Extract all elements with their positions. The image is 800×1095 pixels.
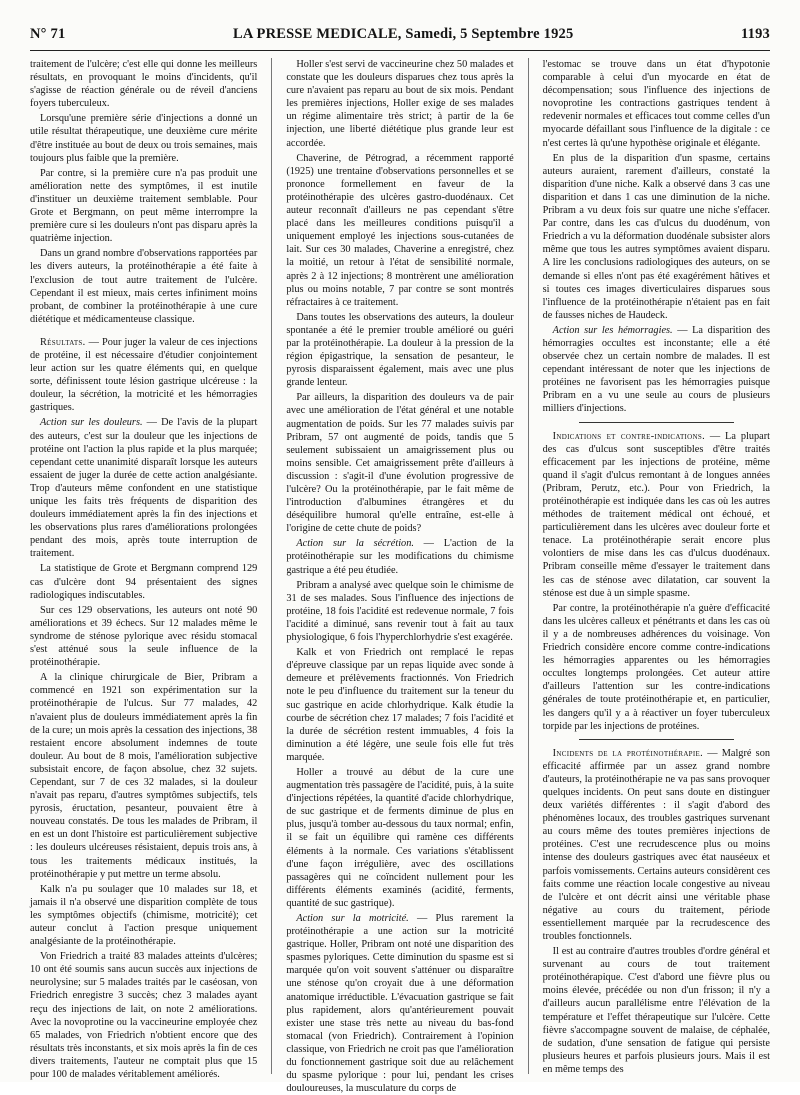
column-divider (528, 58, 529, 1074)
issue-number: N° 71 (30, 26, 66, 42)
section-rule (579, 422, 734, 423)
paragraph-text: — Plus rarement la protéinothérapie a une action sur la motricité gastrique. Holler, Pribram ont noté une disparition des spasmes pyloriques. Cette diminution du spasme est si marquée qu'on voit souvent s'atténuer ou disparaître une sténose qu'on croyait due à une déformation anatomique irréductible. L'évacuation gastrique se fait plus rapidement, alors qu'antérieurement pouvait exister une stase très nette au niveau du bas-fond stomacal (von Friedrich). Contrairement à l'opinion classique, von Friedrich ne croit pas que l'amélioration du fonctionnement gastrique soit due au relâchement du spasme pylorique : pour lui, pendant les crises douloureuses, la musculature du corps de (286, 913, 514, 1095)
paragraph (286, 537, 513, 576)
paragraph: l'estomac se trouve dans un état d'hypotonie comparable à celui d'un myocarde en état de décompensation; sous l'influence des injections de novoprotine les contractions gastriques tendent à redevenir normales et efficaces tout comme celles d'un myocarde défaillant sous l'influence de la digitale : ce n'est certes là qu'une hypothèse originale et élégante. (542, 59, 770, 149)
page-number: 1193 (740, 26, 770, 42)
page-header (30, 26, 770, 48)
paragraph: En plus de la disparition d'un spasme, certains auteurs auraient, rarement d'ailleurs, constaté la disparition d'une niche. Kalk a observé dans 3 cas une disparition et dans 1 cas une diminution de la niche. Pribram a vu deux fois sur quatre une niche s'effacer. Par contre, dans les cas d'ulcus du duodénum, von Friedrich a vu la déformation duodénale subsister alors même que tous les autres symptômes avaient disparu. A lire les conclusions radiologiques des auteurs, on se demande si elles n'ont pas été exagérément hâtives et si toutes ces images diverticulaires disparues sous l'influence de la protéinothérapie n'étaient pas en fait de fausses niches de Haudeck. (542, 152, 770, 321)
paragraph (543, 747, 770, 943)
subheading-hemorrhage: Action sur les hémorragies. (552, 324, 673, 336)
header-rule (30, 50, 770, 51)
section-heading-indications: Indications et contre-indications. (552, 430, 705, 442)
column-divider (271, 58, 272, 1074)
subheading-secretion: Action sur la sécrétion. (296, 538, 414, 550)
paragraph: Sur ces 129 observations, les auteurs ont noté 90 améliorations et 39 échecs. Sur 12 malades même le syndrome de sténose pylorique avec résidu stomacal s'est atténué sous la seule influence de la protéinothérapie. (30, 604, 258, 669)
subheading-pain: Action sur les douleurs. (40, 417, 143, 429)
section-heading-results: Résultats. (40, 336, 86, 348)
column-middle (286, 58, 514, 1095)
paragraph: Pribram a analysé avec quelque soin le chimisme de 31 de ses malades. Sous l'influence des injections de protéine, 18 fois l'acidité est redevenue normale, 7 fois l'acidité a diminué, sans revenir tout à fait au taux physiologique, 6 fois l'hyperchlorhydrie s'est exagérée. (286, 579, 514, 644)
paragraph: Dans toutes les observations des auteurs, la douleur spontanée a été le premier trouble amélioré ou guéri par la protéinothérapie. La douleur à la pression de la région épigastrique, la sensation de pesanteur, le pyrosis disparaissent également, mais avec une plus grande lenteur. (286, 311, 514, 389)
paragraph-text: — La disparition des hémorragies occultes est inconstante; elle a été observée chez un certain nombre de malades. Il est cependant intéressant de noter que les injections de protéines ne favorisent pas les hémorragies puisque Pribram en a vu une seule au cours de plusieurs milliers d'injections. (542, 324, 770, 415)
paragraph: Chaverine, de Pétrograd, a récemment rapporté (1925) une trentaine d'observations personnelles et se prononce formellement en faveur de la protéinothérapie des ulcères gastro-duodénaux. Cet auteur reconnaît d'ailleurs ne pas cependant s'être placé dans les meilleures conditions puisqu'il a uniquement employé les injections sous-cutanées de lait. Sur ces 30 malades, Chaverine a enregistré, chez la moitié, un retour à l'état de sensibilité normale, après 2 à 12 injections; 8 montrèrent une amélioration plus ou moins notable, 7 par contre se sont montrés réfractaires à ce traitement. (286, 152, 514, 308)
paragraph: A la clinique chirurgicale de Bier, Pribram a commencé en 1921 son expérimentation sur la protéinothérapie de l'ulcus. Sur 77 malades, 42 n'avaient plus de douleurs immédiatement après la fin de la cure; un mois après la cessation des injections, 38 restaient encore absolument indemnes de toute douleur. Au bout de 8 mois, l'amélioration subjective subsistait encore, de façon absolue, chez 32 sujets. Cependant, sur 7 de ces 32 malades, si la douleur n'avait pas reparu, d'autres symptômes subjectifs, tels pyrosis, éructation, pesanteur, pouvaient être à nouveau constatés. De tous les malades de Pribram, il en est un dont l'histoire est particulièrement subjective : les douleurs ulcéreuses résistaient, depuis trois ans, à tous les traitements médicaux institués, la protéinothérapie y put mettre un terme absolu. (30, 672, 258, 880)
paragraph-text: — L'action de la protéinothérapie sur les modifications du chimisme gastrique a été peu étudiée. (286, 538, 514, 576)
column-right (543, 58, 770, 1074)
paragraph-text: — Pour juger la valeur de ces injections de protéine, il est nécessaire d'étudier conjointement leur action sur les quatre éléments qui, en quelque sorte, définissent toute lésion gastrique ulcéreuse : la douleur, la sécrétion, la motricité et les hémorragies gastriques. (30, 336, 258, 414)
paragraph: Holler s'est servi de vaccineurine chez 50 malades et constate que les douleurs disparues chez tous après la cure n'avaient pas reparu au bout de six mois. Pendant les premières injections, Holler exige de ses malades un régime alimentaire très strict; à partir de la 6e injection, une liberté diététique plus grande leur est accordée. (286, 59, 514, 149)
paragraph: Kalk et von Friedrich ont remplacé le repas d'épreuve classique par un repas liquide avec sonde à demeure et prélèvements fractionnés. Von Friedrich note le peu d'influence du traitement sur la teneur du suc gastrique en acide chlorhydrique. Kalk étudie la courbe de sécrétion chez 17 malades; 7 fois l'acidité et la durée de sécrétion restent immuables, 4 fois la diminution a été légère, une seule fois elle fut très marquée. (286, 647, 514, 763)
paragraph (543, 430, 770, 600)
paragraph: traitement de l'ulcère; c'est elle qui donne les meilleurs résultats, en provoquant le moins d'incidents, qu'il s'agisse de réaction générale ou de réveil d'anciens foyers tuberculeux. (30, 59, 258, 110)
paragraph-text: — La plupart des cas d'ulcus sont susceptibles d'être traités efficacement par les injections de protéine, même quand il s'agit d'ulcus remontant à de longues années (Pribram, Perutz, etc.). Pour von Friedrich, la protéinothérapie est indiquée dans les cas où les autres méthodes de traitement médical ont échoué, et particulièrement dans les ulcères avec douleur forte et tenace. La protéinothérapie serait encore plus volontiers de mise dans les cas d'ulcus duodénaux. Pribram conseille même d'essayer le traitement dans les cas de sténose avec dilatation, car souvent la sténose est due à un simple spasme. (542, 430, 770, 599)
journal-title: LA PRESSE MEDICALE, Samedi, 5 Septembre 1925 (232, 26, 574, 42)
paragraph: La statistique de Grote et Bergmann comprend 129 cas d'ulcère dont 94 présentaient des signes radiologiques indiscutables. (30, 563, 258, 601)
paragraph: Par contre, la protéinothérapie n'a guère d'efficacité dans les ulcères calleux et pénétrants et dans les cas où il y a de nombreuses adhérences du voisinage. Von Friedrich considère encore comme contre-indications les hémorragies apparentes ou les hémorragies occultes longtemps prolongées. Cet auteur attire d'ailleurs l'attention sur les contre-indications générales de toute protéinothérapie et, en particulier, les dangers qu'il y a à réactiver un foyer tuberculeux torpide par les injections de protéines. (542, 602, 770, 732)
paragraph: Par ailleurs, la disparition des douleurs va de pair avec une amélioration de l'état général et une notable augmentation de poids. Sur les 77 malades suivis par Pribram, 57 ont augmenté de poids, tandis que 5 seulement subissaient un amaigrissement plus ou moins sensible. Cet amaigrissement prête d'ailleurs à discussion : s'agit-il d'une évolution progressive de l'ulcère? Ou la protéinothérapie, par le fait même de l'introduction d'albumines étrangères et du déséquilibre humoral qu'elle entraîne, est-elle à l'origine de cette chute de poids? (286, 392, 514, 535)
paragraph (30, 416, 257, 560)
paragraph-text: — Malgré son efficacité affirmée par un assez grand nombre d'auteurs, la protéinothérapie ne va pas sans provoquer quelques incidents. On peut sans doute en distinguer deux variétés différentes : il s'agit d'abord des phénomènes locaux, des troubles gastriques survenant au cours même des toutes premières injections de protéines. C'est une recrudescence plus ou moins intense des douleurs gastriques avec état nauséeux et parfois vomissements. Certains auteurs considèrent ces faits comme une réaction locale congestive au niveau de l'ulcère et ont décrit ainsi une véritable phase négative au cours du traitement, période essentiellement marquée par la recrudescence des troubles fonctionnels. (542, 747, 770, 942)
subheading-motricity: Action sur la motricité. (296, 913, 409, 924)
article-columns (30, 58, 770, 1095)
paragraph: Il est au contraire d'autres troubles d'ordre général et survenant au cours de tout traitement protéinothérapique. C'est d'abord une fièvre plus ou moins élevée, précédée ou non d'un frisson; il n'y a d'ailleurs aucun parallélisme entre l'élévation de la température et l'effet thérapeutique sur l'ulcère. Cette fièvre s'accompagne souvent de malaise, de céphalée, de sudation, d'une sensation de fatigue qui persiste plusieurs heures et parfois plusieurs jours. Mais il est en même temps des (542, 946, 770, 1075)
paragraph: Dans un grand nombre d'observations rapportées par les divers auteurs, la protéinothérapie a été faite à l'exclusion de tout autre traitement de l'ulcère. Cependant il est mieux, mais certes infiniment moins probant, de combiner la protéinothérapie à une cure diététique et médicamenteuse classique. (30, 248, 258, 325)
paragraph (30, 336, 257, 415)
section-heading-incidents: Incidents de la protéinothérapie. (552, 747, 703, 759)
paragraph: Lorsqu'une première série d'injections a donné un utile résultat thérapeutique, une deuxième cure mérite d'être instituée au bout de deux ou trois semaines, mais toujours plus faible que la première. (30, 113, 258, 164)
paragraph: Par contre, si la première cure n'a pas produit une amélioration nette des symptômes, il est inutile d'instituer un deuxième traitement semblable. Pour Grote et Bergmann, on peut même interrompre la première cure si les douleurs n'ont pas disparu après la quatrième injection. (30, 167, 258, 245)
paragraph-text: — De l'avis de la plupart des auteurs, c'est sur la douleur que les injections de protéine ont l'action la plus rapide et la plus marquée; cependant cette unanimité disparaît lorsque les auteurs essaient de juger la durée de cette action analgésiante. Trop d'auteurs même confondent en une statistique unique les faits très fréquents de disparition des douleurs immédiatement après la fin des injections et les observations plus rares d'améliorations prolongées pendant des mois, après toute interruption de traitement. (30, 417, 258, 560)
spacer (30, 328, 257, 336)
column-left (30, 58, 258, 1081)
paragraph: Von Friedrich a traité 83 malades atteints d'ulcères; 10 ont été soumis sans aucun succès aux injections de neurolysine; sur 5 malades traités par le caséosan, von Friedrich enregistre 3 succès; chez 3 malades ayant reçu des injections de lait, on note 2 améliorations. Avec la novoprotine ou la vaccineurine employée chez 65 malades, von Friedrich n'obtient encore que des résultats très inconstants, et six mois après la fin de ces divers traitements, l'auteur ne comptait plus que 15 pour 100 de malades véritablement améliorés. (30, 951, 258, 1081)
paragraph (543, 324, 770, 416)
paragraph: Holler a trouvé au début de la cure une augmentation très passagère de l'acidité, puis, à la suite d'injections répétées, la quantité d'acide chlorhydrique, de suc gastrique et de ferments diminue de plus en plus, jusqu'à tomber au-dessous du taux normal; enfin, il se fait un équilibre qui ramène ces différents éléments à la normale. Ces variations s'établissent d'une façon irrégulière, avec des oscillations passagères qui ne coïncident nullement pour les différents éléments examinés (acidité, ferments, quantité de suc gastrique). (286, 766, 514, 909)
paragraph (286, 912, 513, 1095)
paragraph: Kalk n'a pu soulager que 10 malades sur 18, et jamais il n'a observé une disparition complète de tous les symptômes objectifs (chimisme, motricité); cet auteur conclut à l'action presque uniquement analgésiante de la protéinothérapie. (30, 883, 258, 948)
section-rule (579, 739, 734, 740)
